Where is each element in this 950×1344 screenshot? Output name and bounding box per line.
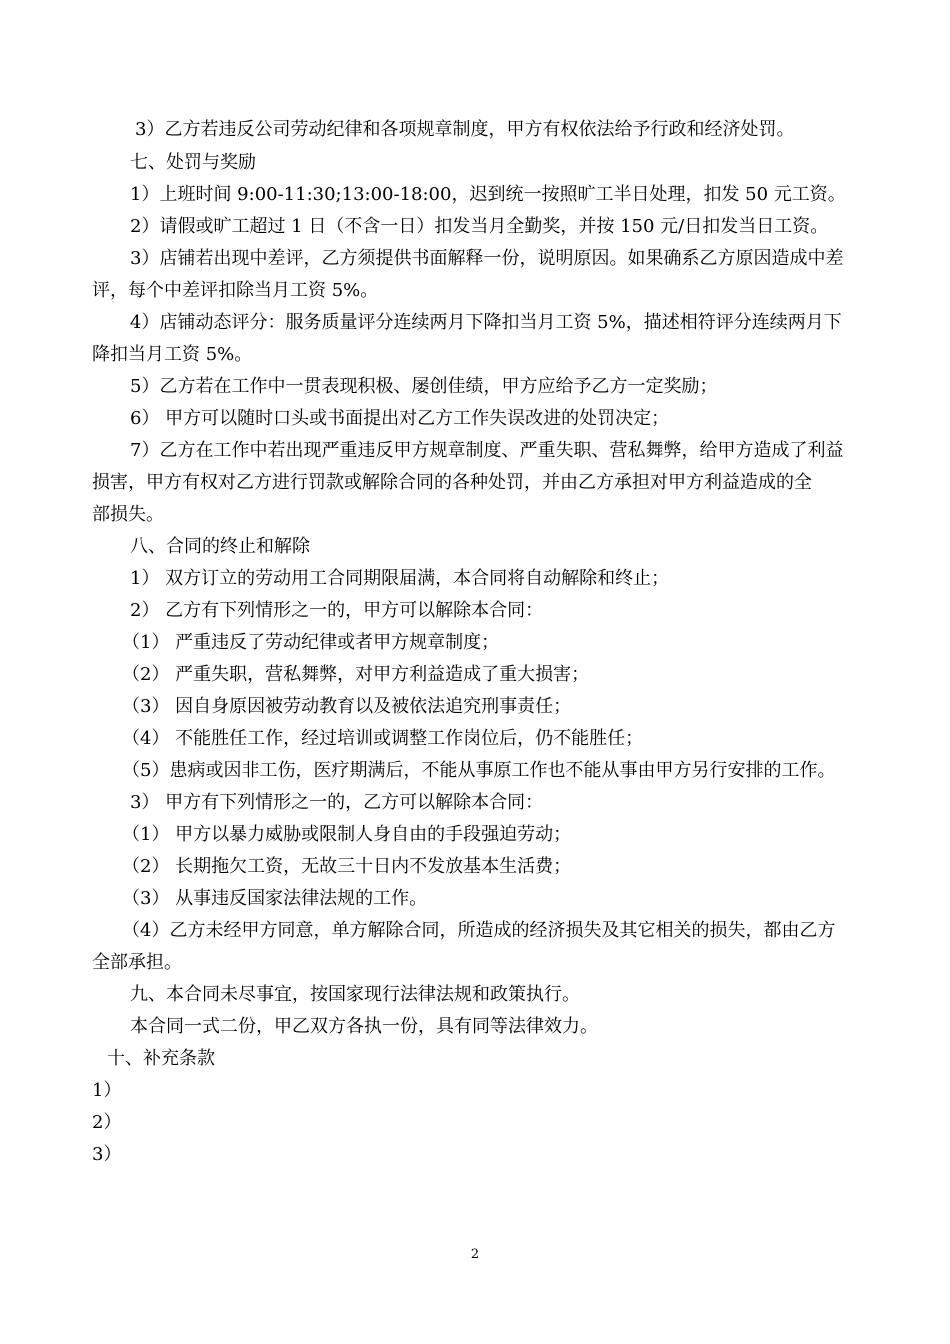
section-8-heading: 八、合同的终止和解除 — [130, 536, 310, 557]
clause-8-3-item-4: （4）乙方未经甲方同意，单方解除合同，所造成的经济损失及其它相关的损失，都由乙方 — [122, 920, 836, 941]
clause-8-2-item-5: （5）患病或因非工伤，医疗期满后，不能从事原工作也不能从事由甲方另行安排的工作。 — [122, 760, 836, 781]
supplement-item-3: 3） — [92, 1144, 122, 1165]
clause-8-3-item-2: （2） 长期拖欠工资，无故三十日内不发放基本生活费； — [122, 856, 572, 877]
clause-8-2-party-a-termination: 2） 乙方有下列情形之一的，甲方可以解除本合同： — [130, 600, 544, 621]
clause-7-4-store-rating: 4）店铺动态评分：服务质量评分连续两月下降扣当月工资 5%，描述相符评分连续两月下 — [130, 312, 842, 333]
clause-7-7-serious-violation: 7）乙方在工作中若出现严重违反甲方规章制度、严重失职、营私舞弊，给甲方造成了利益 — [130, 440, 844, 461]
clause-8-1-expiry: 1） 双方订立的劳动用工合同期限届满，本合同将自动解除和终止； — [130, 568, 670, 589]
clause-7-3-bad-reviews: 3）店铺若出现中差评，乙方须提供书面解释一份，说明原因。如果确系乙方原因造成中差 — [130, 248, 844, 269]
supplement-item-1: 1） — [92, 1080, 122, 1101]
page-number: 2 — [470, 1247, 480, 1262]
section-10-heading: 十、补充条款 — [107, 1048, 215, 1069]
clause-7-1-working-hours: 1）上班时间 9:00-11:30;13:00-18:00，迟到统一按照旷工半日处理，扣发 50 元工资。 — [130, 184, 846, 205]
clause-7-7-continued-2: 部损失。 — [92, 504, 164, 525]
clause-8-2-item-3: （3） 因自身原因被劳动教育以及被依法追究刑事责任； — [122, 696, 572, 717]
clause-8-2-item-1: （1） 严重违反了劳动纪律或者甲方规章制度； — [122, 632, 500, 653]
copies-statement: 本合同一式二份，甲乙双方各执一份，具有同等法律效力。 — [130, 1016, 598, 1037]
clause-7-6-penalty-decision: 6） 甲方可以随时口头或书面提出对乙方工作失误改进的处罚决定； — [130, 408, 670, 429]
section-9-heading: 九、本合同未尽事宜，按国家现行法律法规和政策执行。 — [130, 984, 580, 1005]
clause-8-3-item-4-continued: 全部承担。 — [92, 952, 182, 973]
clause-3-violation-penalty: 3）乙方若违反公司劳动纪律和各项规章制度，甲方有权依法给予行政和经济处罚。 — [135, 119, 795, 140]
clause-8-3-item-1: （1） 甲方以暴力威胁或限制人身自由的手段强迫劳动； — [122, 824, 572, 845]
section-7-heading: 七、处罚与奖励 — [130, 152, 256, 173]
clause-8-2-item-2: （2） 严重失职，营私舞弊，对甲方利益造成了重大损害； — [122, 664, 590, 685]
supplement-item-2: 2） — [92, 1112, 122, 1133]
clause-7-4-continued: 降扣当月工资 5%。 — [92, 344, 253, 365]
clause-8-3-party-b-termination: 3） 甲方有下列情形之一的，乙方可以解除本合同： — [130, 792, 544, 813]
clause-7-7-continued-1: 损害，甲方有权对乙方进行罚款或解除合同的各种处罚，并由乙方承担对甲方利益造成的全 — [92, 472, 812, 493]
clause-7-3-continued: 评，每个中差评扣除当月工资 5%。 — [92, 280, 379, 301]
clause-7-2-leave: 2）请假或旷工超过 1 日（不含一日）扣发当月全勤奖，并按 150 元/日扣发当日工资。 — [130, 216, 829, 237]
clause-8-2-item-4: （4） 不能胜任工作，经过培训或调整工作岗位后，仍不能胜任； — [122, 728, 644, 749]
clause-8-3-item-3: （3） 从事违反国家法律法规的工作。 — [122, 888, 428, 909]
clause-7-5-reward: 5）乙方若在工作中一贯表现积极、屡创佳绩，甲方应给予乙方一定奖励； — [130, 376, 718, 397]
